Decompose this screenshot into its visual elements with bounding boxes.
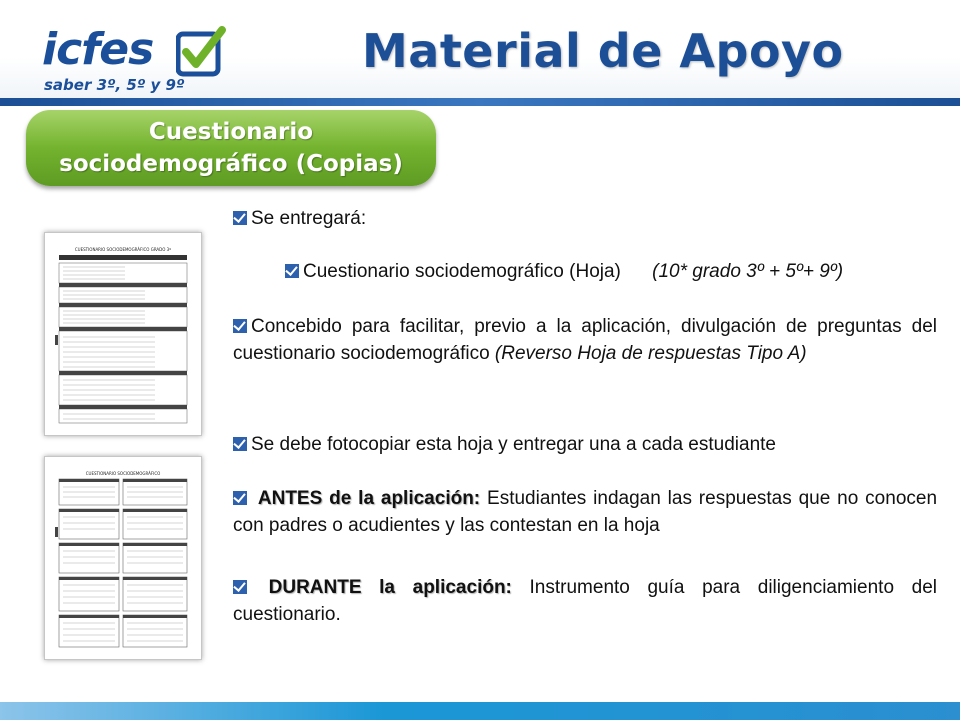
- bullet-fotocopiar: [233, 431, 776, 458]
- check-box-icon: [233, 580, 247, 594]
- bullet-cuestionario-hoja: [285, 258, 843, 285]
- bullet-text: Se entregará:: [251, 208, 367, 229]
- check-box-icon: [233, 319, 247, 333]
- bullet-text: Instrumento guía para diligenciamiento del cuestionario.: [233, 577, 937, 625]
- bullet-text: Se debe fotocopiar esta hoja y entregar una a cada estudiante: [251, 434, 776, 455]
- bullet-durante: [233, 574, 937, 628]
- questionnaire-thumbnail-1: [44, 232, 202, 436]
- logo-word: icfes: [42, 24, 154, 75]
- bullet-label: ANTES de la aplicación:: [257, 488, 481, 509]
- bullet-concebido: [233, 313, 937, 367]
- checkmark-logo-icon: [176, 26, 228, 78]
- icfes-logo: [36, 20, 256, 100]
- check-box-icon: [233, 211, 247, 225]
- bullet-entregara: [233, 205, 366, 232]
- bullet-antes: [233, 485, 937, 539]
- doc2-title: CUESTIONARIO SOCIODEMOGRÁFICO: [85, 471, 161, 476]
- bullet-text: Estudiantes indagan las respuestas que no conocen con padres o acudientes y las contestan en la hoja: [233, 488, 938, 536]
- page-title: Material de Apoyo: [362, 24, 844, 78]
- doc1-title: CUESTIONARIO SOCIODEMOGRÁFICO GRADO 3º: [74, 247, 172, 252]
- check-box-icon: [285, 264, 299, 278]
- check-box-icon: [233, 491, 247, 505]
- form-preview-1: [55, 243, 191, 427]
- logo-subtitle: saber 3º, 5º y 9º: [44, 76, 185, 94]
- bullet-note: (10* grado 3º + 5º+ 9º): [652, 261, 844, 282]
- section-pill: [26, 110, 436, 186]
- bullet-label: DURANTE la aplicación:: [268, 577, 512, 598]
- bullet-note: (Reverso Hoja de respuestas Tipo A): [494, 343, 807, 364]
- pill-line-2: sociodemográfico (Copias): [59, 151, 403, 177]
- form-preview-2: [55, 467, 191, 651]
- bullet-text: Concebido para facilitar, previo a la aplicación, divulgación de preguntas del cuestionario sociodemográfico: [233, 316, 937, 364]
- bullet-text: Cuestionario sociodemográfico (Hoja): [303, 261, 621, 282]
- pill-line-1: Cuestionario: [148, 119, 314, 145]
- check-box-icon: [233, 437, 247, 451]
- questionnaire-thumbnail-2: [44, 456, 202, 660]
- footer-band: [0, 702, 960, 720]
